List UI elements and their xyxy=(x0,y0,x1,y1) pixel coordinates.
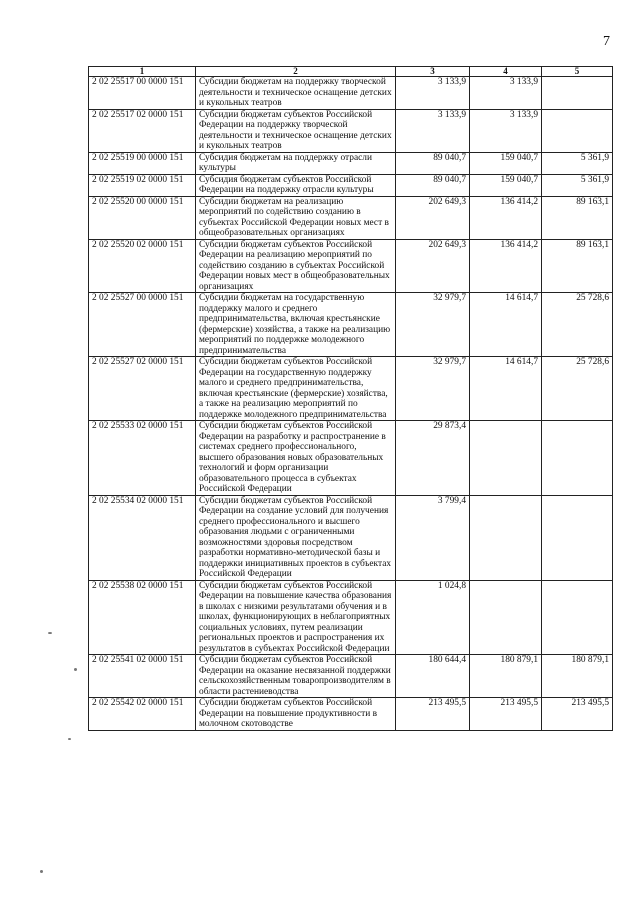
value-col4-cell: 136 414,2 xyxy=(470,196,542,239)
value-col5-cell: 180 879,1 xyxy=(542,655,613,698)
value-col3-cell: 32 979,7 xyxy=(396,357,470,421)
table-header-row xyxy=(89,67,613,77)
budget-table xyxy=(88,66,613,731)
value-col4-cell: 3 133,9 xyxy=(470,109,542,152)
column-header: 5 xyxy=(542,67,613,77)
value-col3-cell: 202 649,3 xyxy=(396,239,470,293)
page-number: 7 xyxy=(603,34,610,49)
column-header: 1 xyxy=(89,67,196,77)
value-col4-cell: 14 614,7 xyxy=(470,357,542,421)
table-row xyxy=(89,152,613,174)
value-col3-cell: 3 799,4 xyxy=(396,495,470,580)
value-col3-cell: 213 495,5 xyxy=(396,698,470,731)
value-col3-cell: 3 133,9 xyxy=(396,77,470,110)
value-col3-cell: 32 979,7 xyxy=(396,293,470,357)
value-col3-cell: 202 649,3 xyxy=(396,196,470,239)
value-col5-cell: 89 163,1 xyxy=(542,196,613,239)
value-col4-cell: 180 879,1 xyxy=(470,655,542,698)
description-cell: Субсидии бюджетам субъектов Российской Федерации на разработку и распространение в системах среднего профессионального, высшего образования новых образовательных технологий и форм организации образовательного процесса в субъектах Российской Федерации xyxy=(196,421,396,496)
value-col5-cell: 213 495,5 xyxy=(542,698,613,731)
scan-speck xyxy=(68,738,71,740)
description-cell: Субсидии бюджетам субъектов Российской Федерации на поддержку творческой деятельности и техническое оснащение детских и кукольных театров xyxy=(196,109,396,152)
code-cell: 2 02 25527 00 0000 151 xyxy=(89,293,196,357)
code-cell: 2 02 25517 02 0000 151 xyxy=(89,109,196,152)
table-row xyxy=(89,293,613,357)
value-col4-cell xyxy=(470,421,542,496)
table-row xyxy=(89,109,613,152)
table-row xyxy=(89,580,613,655)
value-col4-cell: 3 133,9 xyxy=(470,77,542,110)
code-cell: 2 02 25533 02 0000 151 xyxy=(89,421,196,496)
table-row xyxy=(89,77,613,110)
column-header: 2 xyxy=(196,67,396,77)
value-col4-cell: 136 414,2 xyxy=(470,239,542,293)
description-cell: Субсидии бюджетам субъектов Российской Федерации на государственную поддержку малого и среднего предпринимательства, включая крестьянские (фермерские) хозяйства, а также на реализацию мероприятий по поддержке молодежного предпринимательства xyxy=(196,357,396,421)
code-cell: 2 02 25520 02 0000 151 xyxy=(89,239,196,293)
scan-speck xyxy=(40,870,43,873)
code-cell: 2 02 25527 02 0000 151 xyxy=(89,357,196,421)
code-cell: 2 02 25538 02 0000 151 xyxy=(89,580,196,655)
value-col4-cell xyxy=(470,580,542,655)
value-col5-cell: 25 728,6 xyxy=(542,293,613,357)
description-cell: Субсидии бюджетам на государственную поддержку малого и среднего предпринимательства, включая крестьянские (фермерские) хозяйства, а также на реализацию мероприятий по поддержке молодежного предпринимательства xyxy=(196,293,396,357)
description-cell: Субсидии бюджетам субъектов Российской Федерации на оказание несвязанной поддержки сельскохозяйственным товаропроизводителям в области растениеводства xyxy=(196,655,396,698)
description-cell: Субсидии бюджетам субъектов Российской Федерации на повышение продуктивности в молочном скотоводстве xyxy=(196,698,396,731)
table-row xyxy=(89,196,613,239)
description-cell: Субсидия бюджетам на поддержку отрасли культуры xyxy=(196,152,396,174)
code-cell: 2 02 25541 02 0000 151 xyxy=(89,655,196,698)
code-cell: 2 02 25542 02 0000 151 xyxy=(89,698,196,731)
value-col5-cell: 5 361,9 xyxy=(542,174,613,196)
scan-speck xyxy=(74,668,77,671)
value-col4-cell: 159 040,7 xyxy=(470,174,542,196)
description-cell: Субсидии бюджетам субъектов Российской Федерации на повышение качества образования в школах с низкими результатами обучения и в школах, функционирующих в неблагоприятных социальных условиях, путем реализации региональных проектов и распространения их результатов в субъектах Российской Федерации xyxy=(196,580,396,655)
value-col5-cell xyxy=(542,77,613,110)
table-row xyxy=(89,655,613,698)
description-cell: Субсидии бюджетам субъектов Российской Федерации на создание условий для получения среднего профессионального и высшего образования людьми с ограниченными возможностями здоровья посредством разработки нормативно-методической базы и поддержки инициативных проектов в субъектах Российской Федерации xyxy=(196,495,396,580)
description-cell: Субсидия бюджетам субъектов Российской Федерации на поддержку отрасли культуры xyxy=(196,174,396,196)
value-col4-cell: 213 495,5 xyxy=(470,698,542,731)
value-col5-cell xyxy=(542,421,613,496)
value-col3-cell: 180 644,4 xyxy=(396,655,470,698)
value-col4-cell: 159 040,7 xyxy=(470,152,542,174)
code-cell: 2 02 25534 02 0000 151 xyxy=(89,495,196,580)
value-col3-cell: 1 024,8 xyxy=(396,580,470,655)
table-row xyxy=(89,357,613,421)
value-col3-cell: 89 040,7 xyxy=(396,174,470,196)
value-col5-cell: 5 361,9 xyxy=(542,152,613,174)
code-cell: 2 02 25520 00 0000 151 xyxy=(89,196,196,239)
value-col4-cell xyxy=(470,495,542,580)
table-row xyxy=(89,495,613,580)
value-col5-cell xyxy=(542,109,613,152)
value-col3-cell: 89 040,7 xyxy=(396,152,470,174)
table-row xyxy=(89,174,613,196)
table-row xyxy=(89,698,613,731)
column-header: 4 xyxy=(470,67,542,77)
value-col3-cell: 3 133,9 xyxy=(396,109,470,152)
value-col5-cell: 25 728,6 xyxy=(542,357,613,421)
value-col4-cell: 14 614,7 xyxy=(470,293,542,357)
scan-speck xyxy=(48,632,52,634)
value-col3-cell: 29 873,4 xyxy=(396,421,470,496)
description-cell: Субсидии бюджетам на реализацию мероприятий по содействию созданию в субъектах Российской Федерации новых мест в общеобразовательных организациях xyxy=(196,196,396,239)
code-cell: 2 02 25519 02 0000 151 xyxy=(89,174,196,196)
value-col5-cell: 89 163,1 xyxy=(542,239,613,293)
table-row xyxy=(89,239,613,293)
description-cell: Субсидии бюджетам на поддержку творческой деятельности и техническое оснащение детских и кукольных театров xyxy=(196,77,396,110)
value-col5-cell xyxy=(542,495,613,580)
code-cell: 2 02 25519 00 0000 151 xyxy=(89,152,196,174)
value-col5-cell xyxy=(542,580,613,655)
code-cell: 2 02 25517 00 0000 151 xyxy=(89,77,196,110)
table-row xyxy=(89,421,613,496)
column-header: 3 xyxy=(396,67,470,77)
description-cell: Субсидии бюджетам субъектов Российской Федерации на реализацию мероприятий по содействию созданию в субъектах Российской Федерации новых мест в общеобразовательных организациях xyxy=(196,239,396,293)
